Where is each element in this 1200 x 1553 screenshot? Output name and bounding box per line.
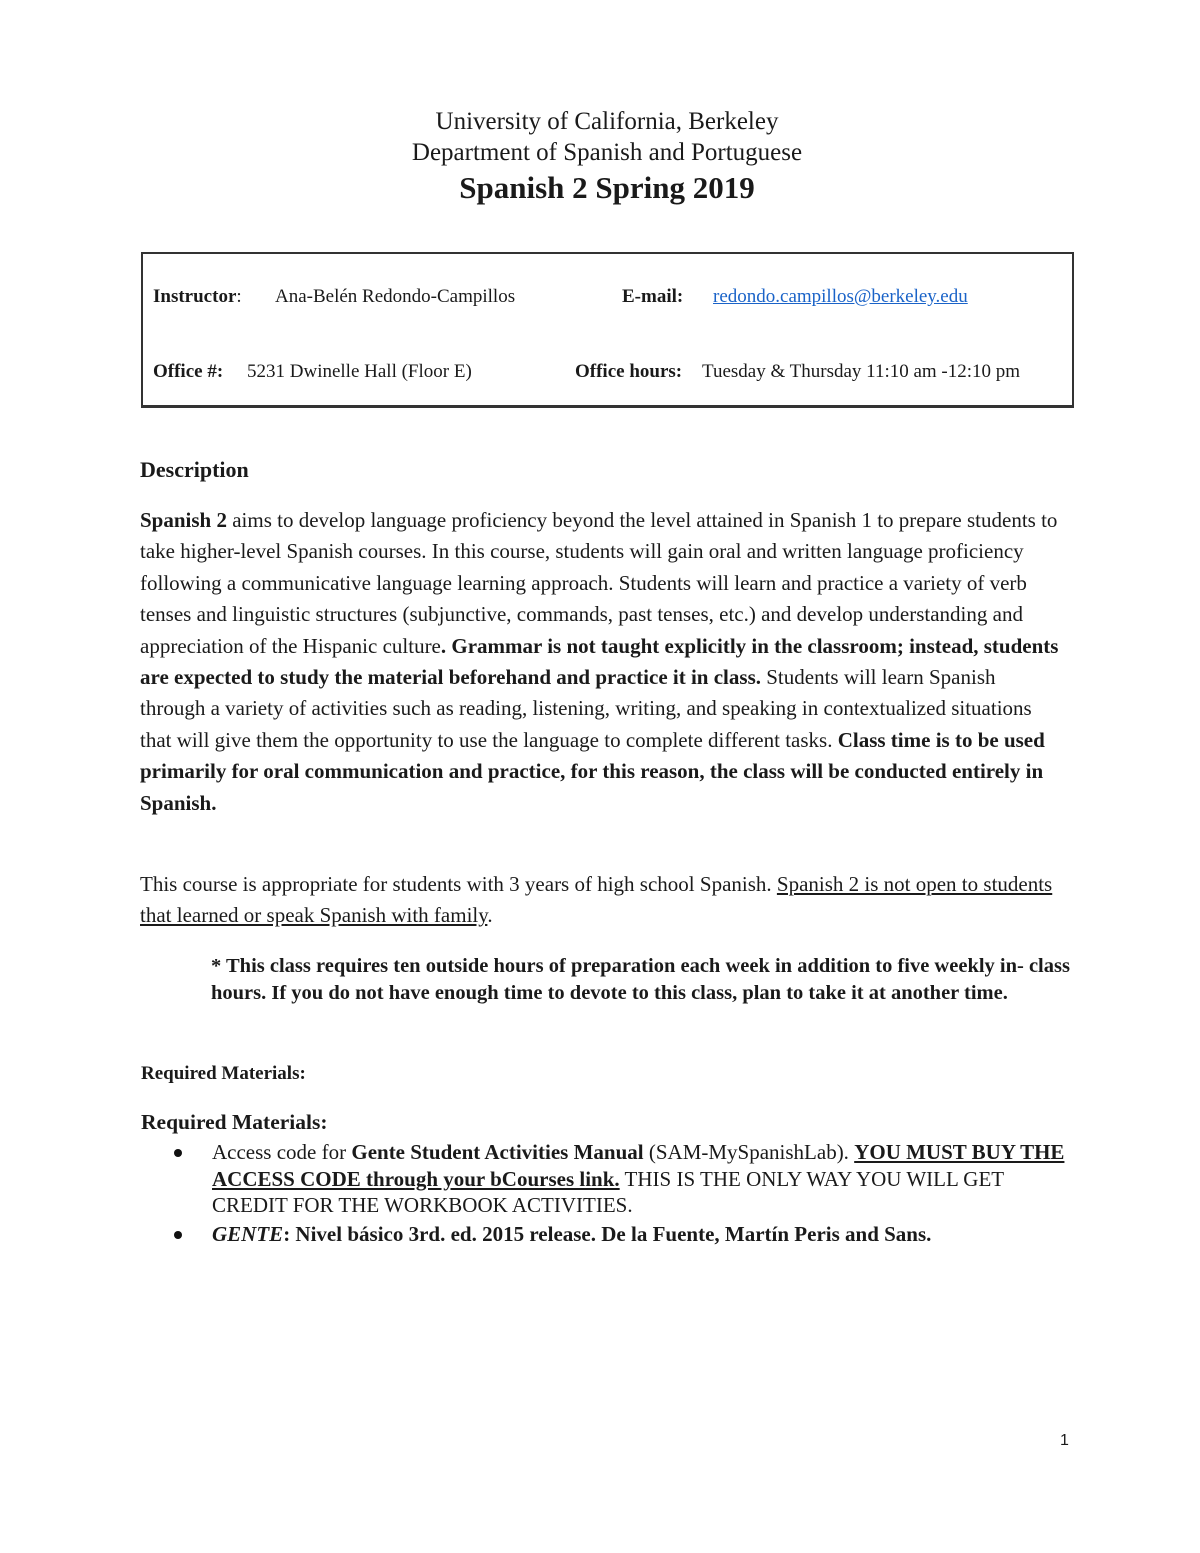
bullet-icon bbox=[174, 1231, 182, 1239]
textbook-title: GENTE bbox=[212, 1221, 284, 1246]
office-label: Office #: bbox=[153, 361, 224, 382]
description-paragraph: Spanish 2 aims to develop language proficiency beyond the level attained in Spanish 1 to prepare students to take higher-level Spanish courses. In this course, students will gain oral and written language proficiency following a communicative language learning approach. Students will learn and practice a variety of verb tenses and linguistic structures (subjunctive, commands, past tenses, etc.) and develop understanding and appreciation of the Hispanic culture. Grammar is not taught explicitly in the classroom; instead, students are expected to study the material beforehand and practice it in class. Students will learn Spanish through a variety of activities such as reading, listening, writing, and speaking in contextualized situations that will give them the opportunity to use the language to complete different tasks. Class time is to be used primarily for oral communication and practice, for this reason, the class will be conducted entirely in Spanish. bbox=[140, 508, 1059, 815]
class-time-statement: Class time is to be used primarily for oral communication and practice, for this reason, the class will be conducted entirely in Spanish. bbox=[140, 727, 1045, 815]
eligibility-paragraph: This course is appropriate for students with 3 years of high school Spanish. Spanish 2 is not open to students that learned or speak Spanish with family. bbox=[140, 872, 1053, 928]
page-number: 1 bbox=[1060, 1432, 1069, 1449]
email-label: E-mail: bbox=[622, 286, 684, 307]
department-name: Department of Spanish and Portuguese bbox=[411, 139, 803, 166]
description-heading: Description bbox=[140, 457, 249, 482]
office-hours-label: Office hours: bbox=[575, 361, 683, 382]
materials-list bbox=[140, 1139, 1080, 1249]
course-title: Spanish 2 Spring 2019 bbox=[459, 170, 755, 205]
office-location: 5231 Dwinelle Hall (Floor E) bbox=[247, 361, 472, 382]
required-materials-heading: Required Materials: bbox=[141, 1110, 328, 1134]
list-item: Access code for Gente Student Activities Manual (SAM-MySpanishLab). YOU MUST BUY THE ACCESS CODE through your bCourses link. THIS IS THE ONLY WAY YOU WILL GET CREDIT FOR THE WORKBOOK ACTIVITIES. bbox=[140, 1139, 1080, 1219]
grammar-statement: Grammar is not taught explicitly in the classroom; instead, students are expected to study the material beforehand and practice it in class. bbox=[140, 633, 1059, 690]
spanish2-lead: Spanish 2 bbox=[140, 508, 227, 532]
instructor-label: Instructor bbox=[153, 286, 237, 307]
required-materials-heading-small: Required Materials: bbox=[141, 1063, 306, 1084]
university-name: University of California, Berkeley bbox=[435, 108, 779, 135]
contact-info-box bbox=[141, 252, 1074, 408]
instructor-colon: : bbox=[236, 286, 242, 307]
office-hours: Tuesday & Thursday 11:10 am -12:10 pm bbox=[702, 361, 1021, 382]
preparation-note: * This class requires ten outside hours of preparation each week in addition to five weekly in- class hours. If you do not have enough time to devote to this class, plan to take it at another time. bbox=[211, 955, 1070, 1004]
instructor-name: Ana-Belén Redondo-Campillos bbox=[275, 286, 516, 307]
bullet-icon bbox=[174, 1149, 182, 1157]
email-link[interactable]: redondo.campillos@berkeley.edu bbox=[713, 286, 968, 307]
access-code-instruction: YOU MUST BUY THE ACCESS CODE through your bCourses link. bbox=[212, 1140, 1065, 1191]
instructor-row bbox=[153, 287, 242, 306]
eligibility-restriction: Spanish 2 is not open to students that learned or speak Spanish with family bbox=[140, 872, 1053, 928]
list-item: GENTE: Nivel básico 3rd. ed. 2015 release. De la Fuente, Martín Peris and Sans. bbox=[140, 1221, 1080, 1248]
